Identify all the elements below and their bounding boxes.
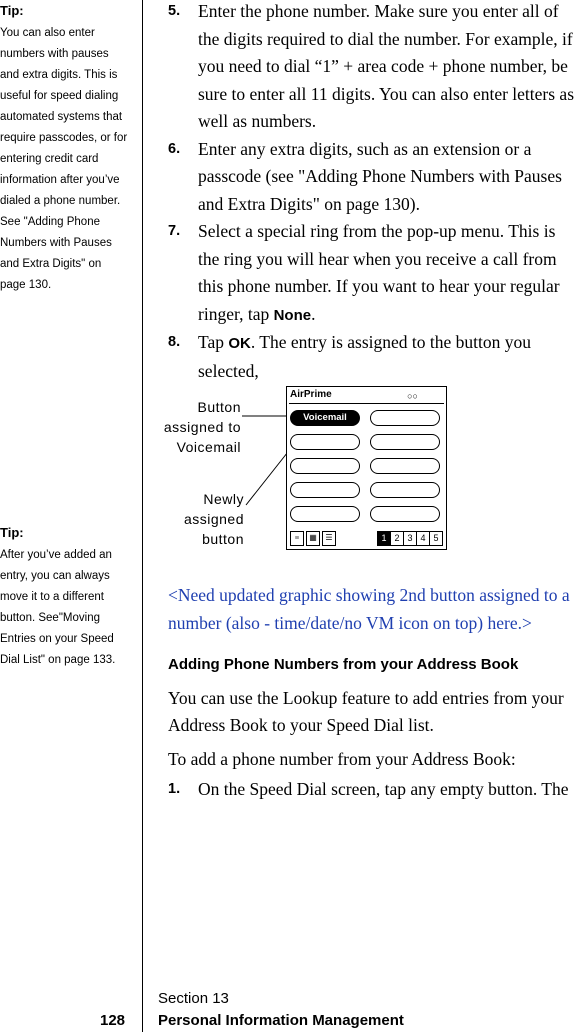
section-heading: Adding Phone Numbers from your Address Book [168,656,519,673]
page-footer [0,988,579,1032]
step-item [168,776,579,804]
speed-dial-button[interactable] [290,434,360,450]
voicemail-speed-dial-button[interactable]: Voicemail [290,410,360,426]
step-text [198,329,579,385]
step-item [168,329,579,385]
step-text-part: Tap [198,332,229,352]
step-number: 5. [168,3,181,19]
none-option-label: None [273,306,312,324]
sidebar [0,0,141,1000]
tip-text: You can also enter numbers with pauses and extra digits. This is useful for speed dialing automated systems that require passcodes, or for entering credit card information after you’ve dialed a phone number. See "Adding Phone Numbers with Pauses and Extra Digits" on page 130. [0,27,128,291]
step-text: On the Speed Dial screen, tap any empty button. The [198,779,569,799]
callout-line: Button [197,399,241,415]
column-divider [142,0,143,1032]
tip-heading: Tip: [0,3,24,18]
speed-dial-figure [158,385,458,553]
speed-dial-button[interactable] [370,458,440,474]
step-text [198,218,579,329]
ok-button-label: OK [228,335,251,352]
tip-text: After you’ve added an entry, you can always move it to a different button. See"Moving Entries on your Speed Dial List" on page 133. [0,549,116,666]
detail-view-icon[interactable]: ☰ [322,531,336,546]
step-number: 8. [168,334,181,350]
device-screen [286,386,447,550]
view-toggles [290,531,336,546]
screen-divider [289,403,444,404]
callout-line: button [202,531,244,547]
speed-dial-button[interactable] [290,482,360,498]
page-tab[interactable]: 4 [416,531,430,546]
page-number: 128 [100,1012,126,1029]
step-text-part: . [311,303,316,324]
step-text-part: Select a special ring from the pop-up menu. This is the ring you will hear when you receive a call from this phone number. If you want to hear your regular ringer, tap [198,221,560,324]
step-number: 7. [168,223,181,239]
editor-note: <Need updated graphic showing 2nd button assigned to a number (also - time/date/no VM icon on top) here.> [168,585,570,633]
step-text: Enter the phone number. Make sure you enter all of the digits required to dial the number. For example, if you need to dial “1” + area code + phone number, be sure to enter all 11 digits. You can also enter letters as well as numbers. [198,1,575,131]
page-tabs [378,531,443,546]
speed-dial-button[interactable] [370,410,440,426]
chapter-title: Personal Information Management [158,1012,404,1029]
step-number: 1. [168,781,181,797]
callout-line: Newly [203,491,244,507]
page-tab[interactable]: 1 [377,531,391,546]
step-text-part: . The entry is assigned to the button you selected, [198,332,532,381]
tip-box [0,0,128,296]
tip-box [0,522,128,671]
paragraph: You can use the Lookup feature to add entries from your Address Book to your Speed Dial list. [168,687,564,735]
grid-view-icon[interactable]: ▦ [306,531,320,546]
speed-dial-button[interactable] [370,434,440,450]
voicemail-icon: ○○ [407,391,418,401]
step-text: Enter any extra digits, such as an extension or a passcode (see "Adding Phone Numbers with Pauses and Extra Digits" on page 130). [198,138,562,214]
tip-heading: Tip: [0,525,24,540]
step-item [168,0,579,136]
screen-title: AirPrime [290,389,332,400]
speed-dial-button[interactable] [370,482,440,498]
callout-line: assigned to [163,419,241,435]
speed-dial-button[interactable] [290,458,360,474]
step-item [168,136,579,219]
step-number: 6. [168,140,181,157]
page-tab[interactable]: 3 [403,531,417,546]
section-label: Section 13 [158,990,229,1007]
callout-line: assigned [183,511,244,527]
callout-line: Voicemail [176,439,241,455]
step-item [168,218,579,329]
paragraph: To add a phone number from your Address Book: [168,748,516,769]
speed-dial-button[interactable] [370,506,440,522]
speed-dial-button[interactable] [290,506,360,522]
page-tab[interactable]: 5 [429,531,443,546]
page-tab[interactable]: 2 [390,531,404,546]
list-view-icon[interactable]: ≡ [290,531,304,546]
